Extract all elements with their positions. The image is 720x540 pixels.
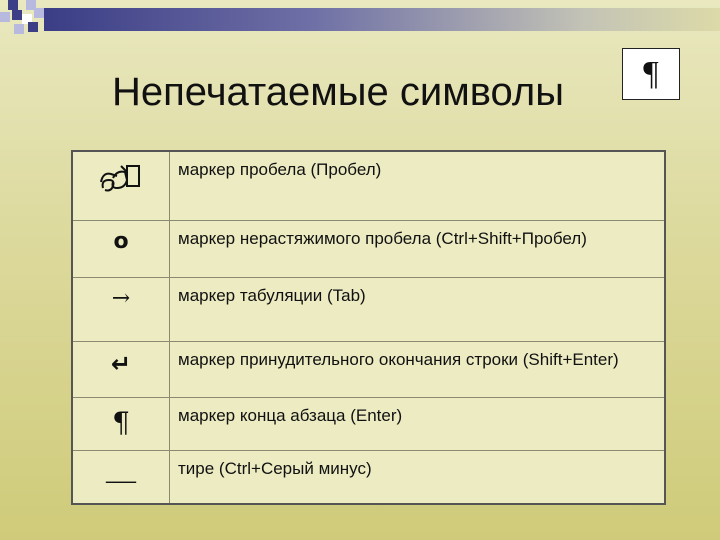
circle-icon: o: [113, 228, 129, 254]
dash-line-icon: ___: [106, 458, 136, 483]
description-cell: маркер пробела (Пробел): [170, 151, 666, 220]
description-cell: маркер нерастяжимого пробела (Ctrl+Shift+Пробел): [170, 220, 666, 277]
symbol-cell: [72, 341, 170, 397]
header-bar: [44, 8, 720, 31]
table-row: [72, 397, 665, 450]
pilcrow-button[interactable]: ¶: [622, 48, 680, 100]
decor-square: [14, 24, 24, 34]
description-cell: маркер табуляции (Tab): [170, 277, 666, 341]
decor-square: [34, 8, 44, 18]
header-decoration: [0, 0, 720, 40]
typewriter-icon: [97, 160, 145, 196]
description-cell: тире (Ctrl+Серый минус): [170, 450, 666, 504]
markers-table: [71, 150, 666, 505]
table-row: [72, 341, 665, 397]
table-row: [72, 151, 665, 220]
symbol-cell: [72, 450, 170, 504]
enter-arrow-icon: ↵: [110, 349, 132, 378]
symbol-cell: [72, 397, 170, 450]
description-cell: маркер конца абзаца (Enter): [170, 397, 666, 450]
symbol-cell: [72, 151, 170, 220]
arrow-right-icon: →: [111, 285, 131, 311]
symbol-cell: [72, 277, 170, 341]
decor-square: [0, 12, 10, 22]
table-row: [72, 450, 665, 504]
decor-square: [12, 10, 22, 20]
decor-square: [8, 0, 18, 10]
symbol-cell: [72, 220, 170, 277]
description-cell: маркер принудительного окончания строки (Shift+Enter): [170, 341, 666, 397]
decor-square: [28, 22, 38, 32]
pilcrow-icon: ¶: [112, 405, 130, 439]
slide-title: Непечатаемые символы: [112, 70, 564, 114]
table-row: [72, 220, 665, 277]
table-row: [72, 277, 665, 341]
